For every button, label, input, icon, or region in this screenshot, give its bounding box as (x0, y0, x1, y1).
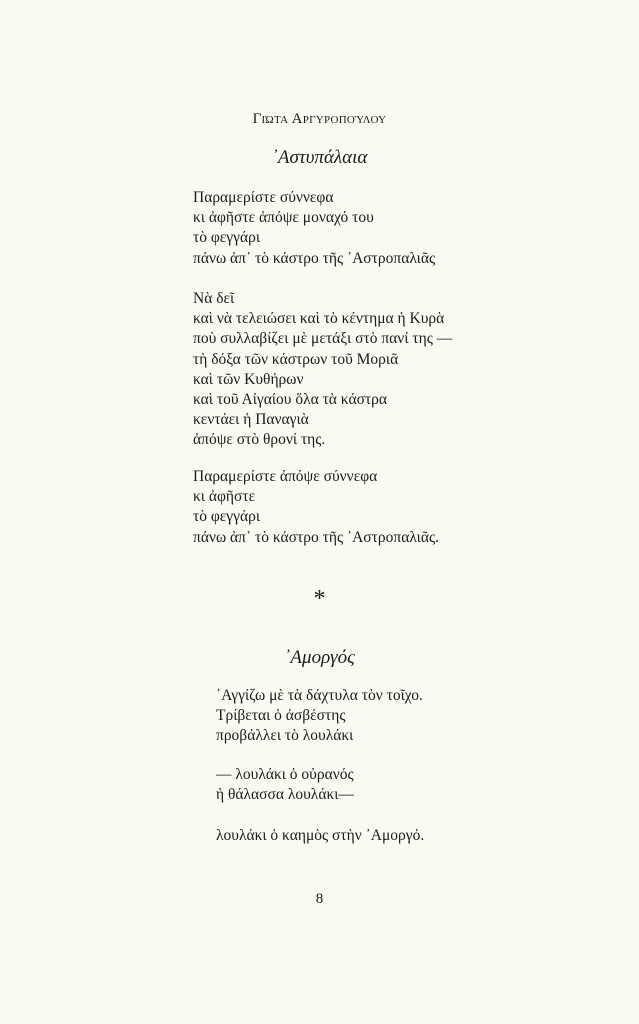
poem-line: καὶ τῶν Κυθήρων (193, 370, 304, 388)
poem-line: καὶ νὰ τελειώσει καὶ τὸ κέντημα ἡ Κυρὰ (193, 310, 445, 328)
author-name: Γιώτα Αργυροπούλου (252, 111, 387, 127)
poem-line: κεντάει ἡ Παναγιὰ (193, 411, 309, 429)
poem-2-stanza-3 (216, 826, 424, 846)
poem-line: Παραμερίστε ἀπόψε σύννεφα (193, 468, 378, 485)
poem-line: Τρίβεται ὁ ἀσβέστης (216, 707, 346, 725)
poem-line: — λουλάκι ὁ οὐρανός (216, 766, 354, 783)
poem-line: πάνω ἀπ᾿ τὸ κάστρο τῆς ᾿Αστροπαλιᾶς. (193, 528, 439, 546)
poem-1-stanza-1 (193, 188, 435, 269)
poem-line: ᾿Αγγίζω μὲ τὰ δάχτυλα τὸν τοῖχο. (216, 687, 423, 704)
poem-line: πάνω ἀπ᾿ τὸ κάστρο τῆς ᾿Αστροπαλιᾶς (193, 249, 436, 267)
page-number: 8 (315, 891, 324, 907)
poem-line: κι ἀφῆστε ἀπόψε μοναχό του (193, 209, 374, 227)
poem-line: κι ἀφῆστε (193, 488, 256, 506)
poem-line: Νὰ δεῖ (193, 290, 235, 307)
poem-line: Παραμερίστε σύννεφα (193, 189, 334, 206)
poem-line: ἡ θάλασσα λουλάκι— (216, 786, 354, 804)
poem-line: τὸ φεγγάρι (193, 229, 261, 247)
poem-title-amorgos: ᾿Αμοργός (284, 647, 355, 668)
poem-line: τὸ φεγγάρι (193, 508, 261, 526)
poem-2-stanza-2 (216, 765, 354, 805)
poem-2-stanza-1 (216, 686, 423, 747)
poem-1-stanza-2 (193, 289, 452, 451)
section-separator-asterisk: * (313, 586, 326, 612)
poem-line: λουλάκι ὁ καημὸς στὴν ᾿Αμοργό. (216, 827, 425, 844)
poem-title-astypalaia: ᾿Αστυπάλαια (271, 147, 368, 168)
poem-line: προβάλλει τὸ λουλάκι (216, 727, 354, 745)
poem-line: τὴ δόξα τῶν κάστρων τοῦ Μοριᾶ (193, 350, 399, 368)
poem-line: ποὺ συλλαβίζει μὲ μετάξι στὸ πανί της — (193, 330, 453, 348)
poem-line: καὶ τοῦ Αἰγαίου ὅλα τὰ κάστρα (193, 390, 388, 408)
poem-1-stanza-3 (193, 467, 439, 548)
poem-line: ἀπόψε στὸ θρονί της. (193, 431, 326, 449)
